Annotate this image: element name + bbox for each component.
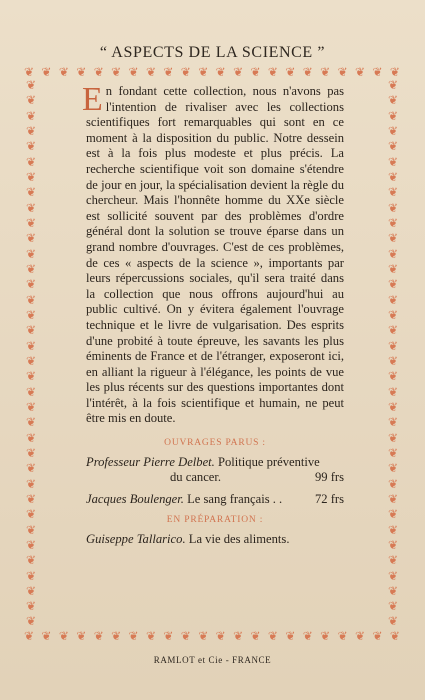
ornament-icon: ❦: [387, 583, 399, 598]
ornament-icon: ❦: [41, 65, 52, 79]
ornament-icon: ❦: [233, 629, 244, 643]
ornament-icon: ❦: [302, 629, 313, 643]
ornament-icon: ❦: [111, 65, 122, 79]
ornament-icon: ❦: [25, 476, 37, 491]
ornament-icon: ❦: [387, 353, 399, 368]
ornament-icon: ❦: [387, 139, 399, 154]
ornament-icon: ❦: [387, 599, 399, 614]
ornament-icon: ❦: [387, 261, 399, 276]
ornament-icon: ❦: [387, 430, 399, 445]
ornament-icon: ❦: [58, 629, 69, 643]
ornament-icon: ❦: [25, 415, 37, 430]
drop-cap: E: [82, 81, 103, 118]
ornament-icon: ❦: [387, 123, 399, 138]
ornament-icon: ❦: [387, 399, 399, 414]
ornament-icon: ❦: [41, 629, 52, 643]
ornament-icon: ❦: [387, 93, 399, 108]
entry-price: 99 frs: [314, 470, 344, 485]
ornament-icon: ❦: [250, 65, 261, 79]
ornament-icon: ❦: [25, 369, 37, 384]
publisher-footer: RAMLOT et Cie - FRANCE: [153, 655, 272, 665]
ornament-icon: ❦: [267, 65, 278, 79]
ornament-icon: ❦: [25, 154, 37, 169]
ornament-icon: ❦: [387, 338, 399, 353]
ornament-icon: ❦: [320, 629, 331, 643]
ornament-icon: ❦: [163, 65, 174, 79]
ornament-icon: ❦: [285, 629, 296, 643]
ornament-icon: ❦: [387, 277, 399, 292]
ornament-icon: ❦: [337, 629, 348, 643]
ornament-icon: ❦: [25, 384, 37, 399]
ornament-icon: ❦: [25, 353, 37, 368]
ornament-icon: ❦: [302, 65, 313, 79]
ornament-icon: ❦: [387, 568, 399, 583]
ornament-icon: ❦: [320, 65, 331, 79]
border-right: [386, 80, 400, 628]
ornament-icon: ❦: [25, 123, 37, 138]
entry-title: Le sang français . .: [187, 491, 283, 506]
ornament-icon: ❦: [387, 461, 399, 476]
border-left: [24, 80, 38, 628]
ornament-icon: ❦: [25, 491, 37, 506]
ornament-icon: ❦: [387, 384, 399, 399]
ornament-icon: ❦: [387, 215, 399, 230]
ornament-icon: ❦: [180, 629, 191, 643]
ornament-icon: ❦: [387, 323, 399, 338]
ornament-icon: ❦: [215, 629, 226, 643]
ornament-icon: ❦: [25, 614, 37, 629]
ornament-icon: ❦: [387, 154, 399, 169]
ornament-icon: ❦: [387, 445, 399, 460]
ornament-icon: ❦: [93, 65, 104, 79]
ornament-icon: ❦: [25, 231, 37, 246]
ornament-icon: ❦: [215, 65, 226, 79]
ornament-icon: ❦: [163, 629, 174, 643]
ornament-icon: ❦: [198, 65, 209, 79]
list-item: [86, 455, 344, 486]
published-heading: OUVRAGES PARUS :: [164, 438, 266, 449]
ornament-icon: ❦: [25, 445, 37, 460]
entry-author: Guiseppe Tallarico.: [86, 532, 186, 547]
ornament-icon: ❦: [355, 629, 366, 643]
ornament-icon: ❦: [25, 185, 37, 200]
ornament-icon: ❦: [25, 430, 37, 445]
entry-title: Politique préventive: [217, 454, 320, 469]
ornament-icon: ❦: [285, 65, 296, 79]
ornament-icon: ❦: [387, 108, 399, 123]
ornament-icon: ❦: [25, 200, 37, 215]
ornament-icon: ❦: [24, 65, 35, 79]
ornament-icon: ❦: [25, 139, 37, 154]
ornament-icon: ❦: [387, 415, 399, 430]
main-text: [82, 81, 344, 548]
ornament-icon: ❦: [25, 307, 37, 322]
ornament-icon: ❦: [25, 553, 37, 568]
ornament-icon: ❦: [387, 369, 399, 384]
ornament-icon: ❦: [25, 599, 37, 614]
ornament-icon: ❦: [198, 629, 209, 643]
ornament-icon: ❦: [387, 200, 399, 215]
list-item: [86, 532, 344, 548]
ornament-icon: ❦: [389, 629, 400, 643]
ornament-icon: ❦: [145, 65, 157, 79]
ornament-icon: ❦: [25, 522, 37, 537]
ornament-icon: ❦: [233, 65, 244, 79]
page-title: “ ASPECTS DE LA SCIENCE ”: [99, 44, 326, 61]
ornament-icon: ❦: [25, 215, 37, 230]
ornament-icon: ❦: [25, 323, 37, 338]
ornament-icon: ❦: [250, 629, 261, 643]
ornament-icon: ❦: [387, 507, 399, 522]
ornament-icon: ❦: [25, 108, 37, 123]
ornament-icon: ❦: [337, 65, 348, 79]
list-item: [86, 492, 344, 508]
ornament-icon: ❦: [355, 65, 366, 79]
ornament-icon: ❦: [25, 78, 37, 92]
ornament-icon: ❦: [111, 629, 122, 643]
border-bottom: [24, 630, 400, 642]
ornament-icon: ❦: [25, 537, 37, 552]
ornament-icon: ❦: [25, 568, 37, 583]
ornament-icon: ❦: [25, 461, 37, 476]
ornament-icon: ❦: [387, 476, 399, 491]
ornament-icon: ❦: [25, 277, 37, 292]
ornament-icon: ❦: [145, 629, 157, 643]
ornament-icon: ❦: [25, 93, 37, 108]
entry-title-continued: [86, 470, 344, 486]
ornament-icon: ❦: [128, 65, 139, 79]
border-top: [24, 66, 400, 78]
ornament-icon: ❦: [76, 65, 87, 79]
ornament-icon: ❦: [389, 65, 400, 79]
ornament-icon: ❦: [387, 491, 399, 506]
ornament-icon: ❦: [25, 292, 37, 307]
ornament-icon: ❦: [387, 292, 399, 307]
ornament-icon: ❦: [24, 629, 35, 643]
ornament-icon: ❦: [267, 629, 278, 643]
ornament-icon: ❦: [387, 614, 399, 629]
ornament-icon: ❦: [25, 583, 37, 598]
ornament-icon: ❦: [387, 307, 399, 322]
ornament-icon: ❦: [25, 261, 37, 276]
ornament-icon: ❦: [387, 553, 399, 568]
ornament-icon: ❦: [387, 169, 399, 184]
ornament-icon: ❦: [76, 629, 87, 643]
ornament-icon: ❦: [387, 537, 399, 552]
entry-author: Jacques Boulenger.: [86, 491, 184, 506]
ornament-icon: ❦: [128, 629, 139, 643]
ornament-icon: ❦: [387, 522, 399, 537]
ornament-icon: ❦: [25, 246, 37, 261]
entry-title: La vie des aliments.: [188, 532, 290, 547]
ornament-icon: ❦: [387, 78, 399, 92]
entry-title-line2: du cancer.: [170, 470, 222, 485]
ornament-icon: ❦: [25, 338, 37, 353]
ornament-icon: ❦: [25, 507, 37, 522]
ornament-icon: ❦: [93, 629, 104, 643]
ornament-icon: ❦: [372, 65, 383, 79]
entry-author: Professeur Pierre Delbet.: [86, 454, 215, 469]
ornament-icon: ❦: [25, 399, 37, 414]
ornament-icon: ❦: [387, 246, 399, 261]
ornament-icon: ❦: [58, 65, 69, 79]
intro-paragraph: n fondant cette collection, nous n'avons pas l'intention de rivaliser avec les collections scientifiques fort remarquables qui sont en ce moment à la disposition du public. Notre dessein est à la fois plus modeste et plus précis. La recherche scientifique voit son domaine s'étendre de jour en jour, la spécialisation devient la règle du chercheur. Mais l'honnête homme du XXe siècle est sollicité souvent par des problèmes d'ordre général dont la solution se trouve éparse dans un grand nombre d'ouvrages. C'est de ces problèmes, de ces « aspects de la science », importants par leurs répercussions sociales, qu'il sera traité dans la collection que nous offrons aujourd'hui au public cultivé. On y évitera également l'ouvrage technique et le livre de vulgarisation. Des esprits d'une probité à toute épreuve, les savants les plus éminents de France et de l'étranger, exposeront ici, en alliant la rigueur à l'élégance, les points de vue les plus récents sur des questions importantes dont l'intérêt, à la fois scientifique et humain, ne peut être mis en doute.: [86, 84, 344, 426]
ornament-icon: ❦: [180, 65, 191, 79]
entry-price: 72 frs: [314, 491, 344, 506]
ornament-icon: ❦: [387, 185, 399, 200]
ornament-icon: ❦: [372, 629, 383, 643]
preparation-heading: EN PRÉPARATION :: [166, 515, 264, 526]
ornament-icon: ❦: [25, 169, 37, 184]
ornament-icon: ❦: [387, 231, 399, 246]
